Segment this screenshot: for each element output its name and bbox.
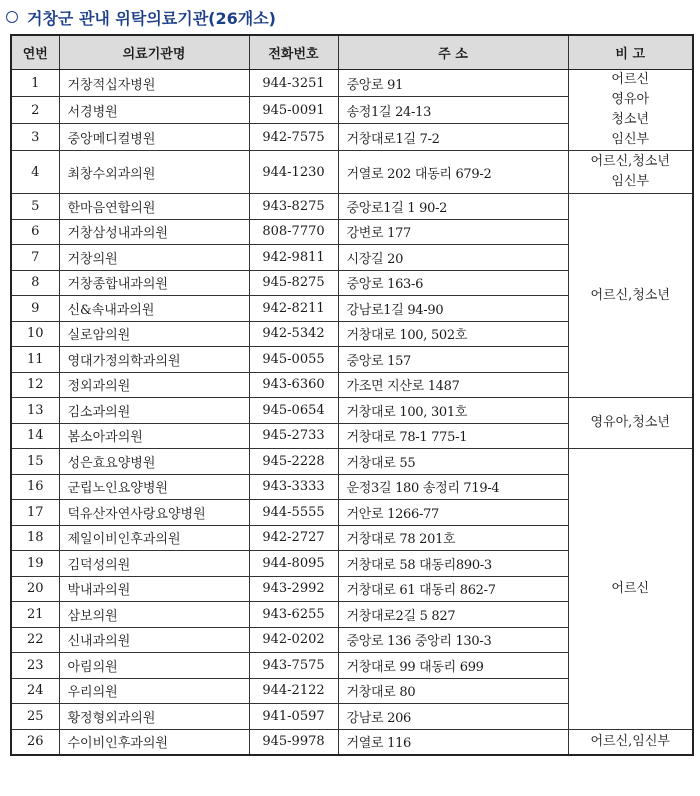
cell-phone: 942-7575 (249, 124, 338, 151)
cell-address: 거창대로 80 (338, 678, 568, 704)
cell-address: 강남로1길 94-90 (338, 296, 568, 322)
cell-no: 15 (11, 449, 59, 475)
cell-address: 중앙로1길 1 90-2 (338, 194, 568, 220)
table-row (11, 70, 693, 97)
cell-name: 삼보의원 (59, 602, 249, 628)
cell-no: 14 (11, 423, 59, 449)
cell-name: 성은효요양병원 (59, 449, 249, 475)
cell-phone: 945-0654 (249, 398, 338, 424)
cell-name: 수이비인후과의원 (59, 729, 249, 755)
note-line: 어르신,청소년 (590, 287, 670, 303)
cell-address: 거창대로 58 대동리890-3 (338, 551, 568, 577)
cell-note (568, 449, 693, 730)
cell-no: 1 (11, 70, 59, 97)
cell-address: 중앙로 136 중앙리 130-3 (338, 627, 568, 653)
cell-no: 12 (11, 372, 59, 398)
cell-phone: 945-2733 (249, 423, 338, 449)
cell-no: 4 (11, 151, 59, 194)
cell-no: 22 (11, 627, 59, 653)
cell-address: 거창대로 100, 301호 (338, 398, 568, 424)
cell-phone: 942-5342 (249, 321, 338, 347)
cell-name: 신내과의원 (59, 627, 249, 653)
note-line: 어르신,청소년 (590, 154, 670, 169)
cell-phone: 944-5555 (249, 500, 338, 526)
cell-no: 13 (11, 398, 59, 424)
cell-no: 17 (11, 500, 59, 526)
header-name: 의료기관명 (59, 35, 249, 70)
table-row (11, 194, 693, 220)
cell-no: 5 (11, 194, 59, 220)
cell-no: 18 (11, 525, 59, 551)
cell-name: 군립노인요양병원 (59, 474, 249, 500)
cell-phone: 943-7575 (249, 653, 338, 679)
cell-note (568, 70, 693, 151)
cell-name: 제일이비인후과의원 (59, 525, 249, 551)
cell-address: 운정3길 180 송정리 719-4 (338, 474, 568, 500)
cell-name: 실로암의원 (59, 321, 249, 347)
note-line: 영유아 (611, 92, 650, 107)
header-address: 주 소 (338, 35, 568, 70)
cell-phone: 945-0091 (249, 97, 338, 124)
cell-no: 6 (11, 219, 59, 245)
table-row (11, 449, 693, 475)
title-text: 거창군 관내 위탁의료기관(26개소) (27, 8, 276, 28)
cell-no: 23 (11, 653, 59, 679)
note-line: 어르신,임신부 (590, 733, 670, 749)
cell-address: 거창대로 55 (338, 449, 568, 475)
note-line: 어르신 (611, 580, 650, 596)
cell-name: 거창의원 (59, 245, 249, 271)
cell-name: 아림의원 (59, 653, 249, 679)
cell-phone: 945-0055 (249, 347, 338, 373)
cell-no: 16 (11, 474, 59, 500)
header-row (11, 35, 693, 70)
cell-phone: 942-2727 (249, 525, 338, 551)
cell-no: 7 (11, 245, 59, 271)
cell-address: 중앙로 91 (338, 70, 568, 97)
cell-address: 시장길 20 (338, 245, 568, 271)
table-row (11, 729, 693, 755)
cell-name: 정외과의원 (59, 372, 249, 398)
cell-name: 박내과의원 (59, 576, 249, 602)
cell-phone: 808-7770 (249, 219, 338, 245)
cell-no: 2 (11, 97, 59, 124)
cell-name: 거창삼성내과의원 (59, 219, 249, 245)
note-line: 임신부 (611, 174, 650, 189)
cell-address: 거창대로 100, 502호 (338, 321, 568, 347)
cell-phone: 943-6255 (249, 602, 338, 628)
cell-name: 봄소아과의원 (59, 423, 249, 449)
cell-name: 중앙메디컬병원 (59, 124, 249, 151)
circle-bullet-icon (6, 11, 18, 23)
cell-phone: 944-8095 (249, 551, 338, 577)
cell-address: 중앙로 157 (338, 347, 568, 373)
cell-no: 8 (11, 270, 59, 296)
cell-address: 거창대로 78 201호 (338, 525, 568, 551)
cell-address: 강변로 177 (338, 219, 568, 245)
cell-no: 9 (11, 296, 59, 322)
cell-name: 황정형외과의원 (59, 704, 249, 730)
cell-phone: 944-2122 (249, 678, 338, 704)
cell-no: 21 (11, 602, 59, 628)
cell-no: 25 (11, 704, 59, 730)
cell-address: 거창대로 78-1 775-1 (338, 423, 568, 449)
cell-name: 영대가정의학과의원 (59, 347, 249, 373)
cell-note (568, 194, 693, 398)
cell-phone: 944-1230 (249, 151, 338, 194)
note-line: 어르신 (611, 72, 650, 87)
cell-phone: 943-2992 (249, 576, 338, 602)
cell-name: 김덕성의원 (59, 551, 249, 577)
cell-phone: 942-0202 (249, 627, 338, 653)
cell-note (568, 151, 693, 194)
cell-address: 가조면 지산로 1487 (338, 372, 568, 398)
header-no: 연번 (11, 35, 59, 70)
cell-address: 강남로 206 (338, 704, 568, 730)
page-title (6, 4, 276, 30)
cell-no: 26 (11, 729, 59, 755)
cell-no: 20 (11, 576, 59, 602)
cell-note (568, 398, 693, 449)
cell-phone: 943-6360 (249, 372, 338, 398)
cell-address: 거안로 1266-77 (338, 500, 568, 526)
table-row (11, 151, 693, 194)
cell-phone: 942-9811 (249, 245, 338, 271)
table-body (11, 70, 693, 756)
cell-name: 거창적십자병원 (59, 70, 249, 97)
table-row (11, 398, 693, 424)
cell-address: 거열로 116 (338, 729, 568, 755)
cell-name: 덕유산자연사랑요양병원 (59, 500, 249, 526)
cell-no: 24 (11, 678, 59, 704)
cell-address: 중앙로 163-6 (338, 270, 568, 296)
clinic-table (10, 34, 694, 756)
cell-note (568, 729, 693, 755)
header-phone: 전화번호 (249, 35, 338, 70)
cell-name: 우리의원 (59, 678, 249, 704)
cell-name: 서경병원 (59, 97, 249, 124)
cell-address: 거창대로2길 5 827 (338, 602, 568, 628)
cell-phone: 945-9978 (249, 729, 338, 755)
cell-phone: 943-3333 (249, 474, 338, 500)
cell-name: 최창수외과의원 (59, 151, 249, 194)
cell-name: 한마음연합의원 (59, 194, 249, 220)
cell-no: 11 (11, 347, 59, 373)
cell-phone: 943-8275 (249, 194, 338, 220)
cell-phone: 944-3251 (249, 70, 338, 97)
note-line: 임신부 (611, 132, 650, 147)
cell-address: 거창대로1길 7-2 (338, 124, 568, 151)
cell-phone: 945-2228 (249, 449, 338, 475)
cell-address: 거창대로 99 대동리 699 (338, 653, 568, 679)
note-line: 청소년 (611, 112, 650, 127)
cell-no: 3 (11, 124, 59, 151)
cell-phone: 941-0597 (249, 704, 338, 730)
cell-address: 송정1길 24-13 (338, 97, 568, 124)
header-note: 비 고 (568, 35, 693, 70)
cell-address: 거창대로 61 대동리 862-7 (338, 576, 568, 602)
cell-no: 10 (11, 321, 59, 347)
cell-name: 거창종합내과의원 (59, 270, 249, 296)
cell-address: 거열로 202 대동리 679-2 (338, 151, 568, 194)
note-line: 영유아,청소년 (590, 415, 670, 430)
cell-no: 19 (11, 551, 59, 577)
cell-name: 김소과의원 (59, 398, 249, 424)
cell-phone: 942-8211 (249, 296, 338, 322)
cell-phone: 945-8275 (249, 270, 338, 296)
cell-name: 신&속내과의원 (59, 296, 249, 322)
